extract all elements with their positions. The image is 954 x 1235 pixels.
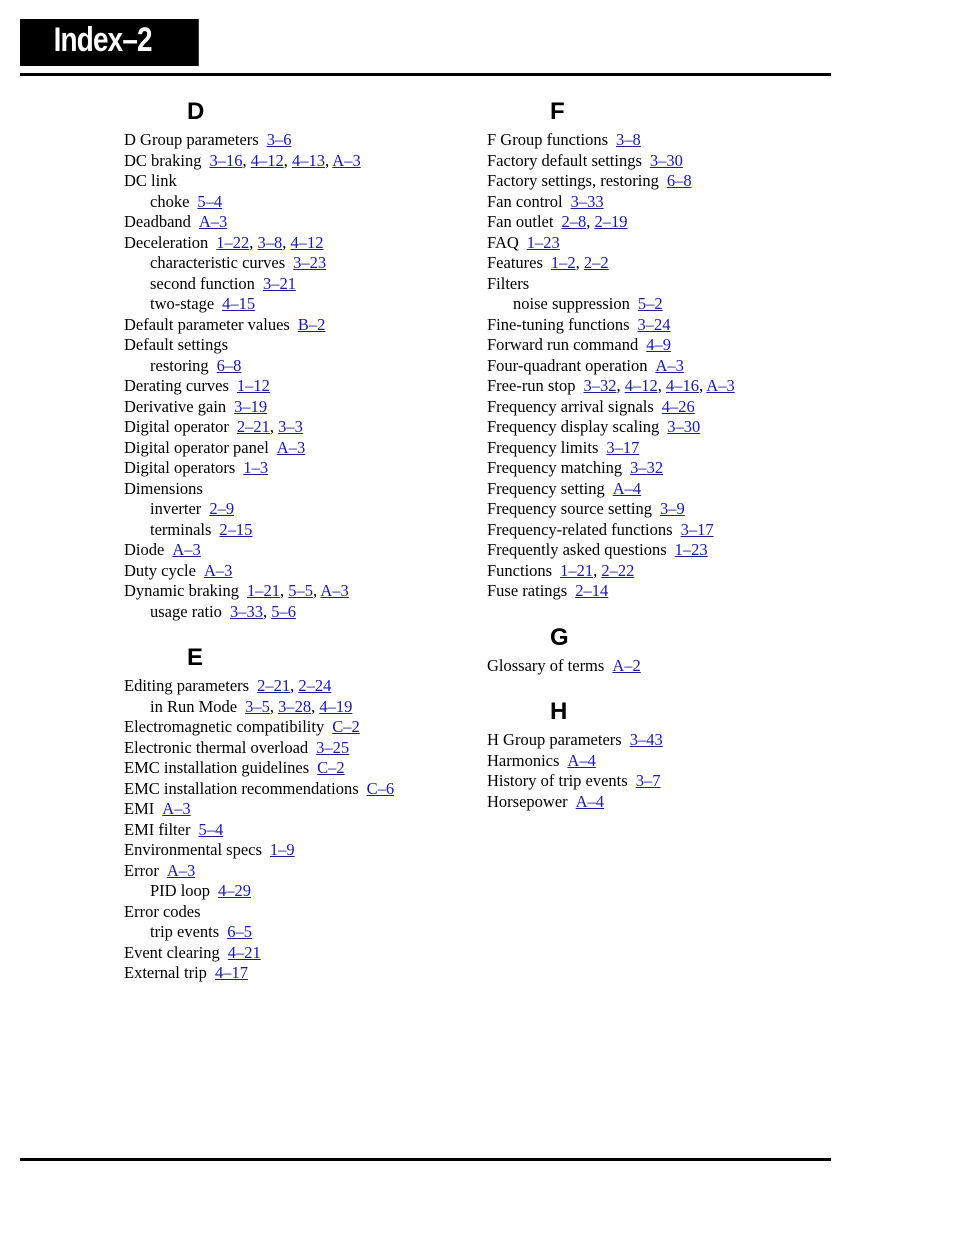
- index-term: Digital operator panel: [124, 437, 269, 457]
- page-title: Index–2: [20, 19, 199, 66]
- page-reference-link[interactable]: 3–33: [570, 191, 604, 211]
- index-entry: [487, 438, 847, 459]
- page-reference-link[interactable]: 3–30: [649, 150, 683, 170]
- index-term: Electromagnetic compatibility: [124, 717, 325, 736]
- section-letter: E: [187, 644, 204, 671]
- index-entry: [487, 356, 847, 377]
- index-entry: [487, 751, 847, 772]
- page-reference-link[interactable]: 3–32: [583, 376, 617, 395]
- index-entry: [124, 779, 484, 800]
- index-term: Filters: [487, 273, 530, 293]
- index-entry: [487, 540, 847, 561]
- page-reference-link[interactable]: 3–33: [229, 601, 263, 621]
- index-term: Duty cycle: [124, 560, 196, 580]
- index-term: Factory settings, restoring: [487, 171, 659, 190]
- index-term: Derating curves: [124, 376, 229, 395]
- page-reference-link[interactable]: 3–17: [680, 519, 714, 539]
- index-entry: [124, 376, 484, 397]
- index-entry: Free-run stop 3–32, 4–12, 4–16, A–3: [487, 376, 735, 395]
- index-entry: [487, 792, 847, 813]
- page-reference-link[interactable]: 6–5: [227, 922, 252, 941]
- index-entry: [124, 963, 484, 984]
- index-entry: [487, 192, 847, 213]
- index-term: Frequency arrival signals: [487, 396, 654, 416]
- page-reference-link[interactable]: 1–12: [236, 376, 270, 395]
- index-term: Functions: [487, 560, 553, 580]
- index-entry: [124, 561, 484, 582]
- page-reference-link[interactable]: 6–8: [216, 355, 242, 375]
- index-entry: [124, 315, 484, 336]
- page-reference-link[interactable]: 5–4: [197, 191, 223, 211]
- index-term: usage ratio: [150, 601, 222, 621]
- index-subentry: [124, 192, 484, 213]
- page-reference-link[interactable]: 1–21: [560, 560, 594, 580]
- page-reference-link[interactable]: 1–21: [247, 581, 281, 600]
- index-term: History of trip events: [487, 771, 628, 790]
- page-reference-link[interactable]: 2–8: [561, 212, 587, 231]
- page-reference-link[interactable]: 4–12: [250, 150, 284, 170]
- page-reference-link[interactable]: 2–21: [257, 676, 291, 695]
- index-entry: [124, 820, 484, 841]
- page-reference-link[interactable]: A–3: [320, 581, 349, 600]
- page-reference-link[interactable]: 1–22: [216, 232, 250, 252]
- page-reference-link[interactable]: 4–9: [646, 335, 671, 354]
- index-term: Error codes: [124, 901, 201, 921]
- index-subentry: in Run Mode 3–5, 3–28, 4–19: [150, 696, 353, 716]
- page-reference-link[interactable]: 1–9: [269, 840, 295, 859]
- index-term: in Run Mode: [150, 696, 238, 716]
- index-term: Horsepower: [487, 791, 568, 811]
- page-reference-link[interactable]: A–3: [203, 560, 233, 580]
- index-term: DC link: [124, 171, 177, 190]
- index-entry: Features 1–2, 2–2: [487, 253, 609, 272]
- page-reference-link[interactable]: 4–26: [661, 396, 695, 416]
- page-reference-link[interactable]: 3–8: [257, 232, 283, 252]
- page-reference-link[interactable]: 2–19: [594, 212, 628, 231]
- index-entry: Fan outlet 2–8, 2–19: [487, 212, 628, 231]
- index-entry: [487, 730, 847, 751]
- page-reference-link[interactable]: 2–2: [583, 253, 609, 272]
- index-term: Digital operator: [124, 417, 229, 436]
- page-reference-link[interactable]: 3–19: [234, 396, 268, 416]
- index-term: Frequency source setting: [487, 499, 652, 518]
- index-entry: [487, 397, 847, 418]
- bottom-rule: [20, 1158, 831, 1161]
- index-subentry: [124, 253, 484, 274]
- index-entry-list: [124, 676, 484, 984]
- index-subentry: [124, 499, 484, 520]
- page-reference-link[interactable]: A–3: [198, 212, 228, 231]
- page-reference-link[interactable]: 2–14: [575, 581, 609, 600]
- index-entry: [124, 717, 484, 738]
- index-term: Fine-tuning functions: [487, 314, 630, 334]
- page-reference-link[interactable]: A–3: [162, 799, 191, 818]
- index-entry: [487, 656, 847, 677]
- index-subentry: [124, 274, 484, 295]
- index-term: Forward run command: [487, 335, 639, 354]
- index-term: Editing parameters: [124, 676, 250, 695]
- index-entry: [124, 479, 484, 500]
- index-term: characteristic curves: [150, 253, 286, 272]
- page-reference-link[interactable]: 3–32: [630, 458, 664, 477]
- page-reference-link[interactable]: A–3: [276, 437, 306, 457]
- index-entry-list: [487, 130, 847, 602]
- index-term: EMI filter: [124, 819, 191, 839]
- index-term: Frequency matching: [487, 458, 623, 477]
- index-entry: [487, 499, 847, 520]
- index-entry: [487, 171, 847, 192]
- page-reference-link[interactable]: 4–19: [319, 696, 353, 716]
- index-term: Event clearing: [124, 942, 220, 962]
- page-reference-link[interactable]: A–2: [612, 655, 641, 675]
- index-term: two-stage: [150, 294, 215, 313]
- index-entry: [124, 171, 484, 192]
- index-term: External trip: [124, 963, 207, 982]
- page-reference-link[interactable]: C–2: [317, 758, 345, 777]
- index-term: Fuse ratings: [487, 581, 568, 600]
- page-reference-link[interactable]: 4–12: [290, 232, 324, 252]
- index-entry: [487, 520, 847, 541]
- index-entry: [124, 335, 484, 356]
- index-term: Frequency setting: [487, 478, 605, 498]
- index-entry: [124, 540, 484, 561]
- index-term: second function: [150, 273, 255, 293]
- index-term: Fan control: [487, 191, 563, 211]
- index-entry: [124, 840, 484, 861]
- index-term: Error: [124, 860, 159, 880]
- index-term: Harmonics: [487, 750, 560, 770]
- index-term: choke: [150, 191, 190, 211]
- page-reference-link[interactable]: 3–23: [293, 253, 327, 272]
- page-reference-link[interactable]: 3–21: [262, 273, 296, 293]
- page-reference-link[interactable]: 5–6: [271, 601, 296, 621]
- page-reference-link[interactable]: A–3: [166, 860, 196, 880]
- page-reference-link[interactable]: 3–7: [635, 771, 661, 790]
- page-reference-link[interactable]: 3–9: [659, 499, 685, 518]
- page-reference-link[interactable]: C–2: [332, 717, 360, 736]
- page-reference-link[interactable]: 4–29: [218, 881, 252, 900]
- page-reference-link[interactable]: 3–3: [278, 417, 303, 436]
- page-reference-link[interactable]: 6–8: [666, 171, 692, 190]
- index-subentry: [124, 922, 484, 943]
- page-reference-link[interactable]: 1–3: [243, 458, 269, 477]
- index-term: Frequently asked questions: [487, 540, 667, 559]
- index-entry: [487, 315, 847, 336]
- index-entry: DC braking 3–16, 4–12, 4–13, A–3: [124, 150, 361, 170]
- index-term: Features: [487, 253, 543, 272]
- index-term: Frequency display scaling: [487, 417, 660, 436]
- index-term: Electronic thermal overload: [124, 737, 309, 757]
- index-term: terminals: [150, 519, 212, 539]
- page-reference-link[interactable]: A–3: [172, 540, 201, 559]
- index-entry: [124, 458, 484, 479]
- index-term: noise suppression: [513, 294, 630, 313]
- index-subentry: usage ratio 3–33, 5–6: [150, 601, 296, 621]
- index-entry: [487, 130, 847, 151]
- index-entry-list: [487, 730, 847, 812]
- page-reference-link[interactable]: 4–12: [624, 376, 658, 395]
- page-reference-link[interactable]: A–4: [612, 478, 642, 498]
- index-subentry: [124, 294, 484, 315]
- page-reference-link[interactable]: 4–16: [665, 376, 699, 395]
- index-term: Dimensions: [124, 478, 203, 498]
- index-subentry: [124, 881, 484, 902]
- index-column-right: [487, 96, 847, 812]
- page-reference-link[interactable]: A–3: [332, 150, 361, 170]
- index-term: Factory default settings: [487, 150, 642, 170]
- index-column-left: [124, 96, 484, 984]
- page-reference-link[interactable]: A–3: [706, 376, 735, 395]
- index-entry: [124, 397, 484, 418]
- index-term: EMC installation recommendations: [124, 778, 359, 798]
- page-reference-link[interactable]: 3–43: [629, 730, 663, 749]
- index-entry-list: [487, 656, 847, 677]
- index-term: Deceleration: [124, 232, 209, 252]
- page-reference-link[interactable]: A–4: [567, 750, 596, 770]
- section-letter: H: [550, 698, 568, 725]
- page-reference-link[interactable]: 5–4: [198, 819, 224, 839]
- page-reference-link[interactable]: 3–17: [606, 437, 640, 457]
- index-term: Frequency limits: [487, 437, 599, 457]
- page-reference-link[interactable]: 3–5: [245, 696, 270, 716]
- index-entry: [124, 438, 484, 459]
- page-reference-link[interactable]: 5–5: [288, 581, 314, 600]
- index-term: Deadband: [124, 212, 191, 231]
- page-reference-link[interactable]: 3–25: [316, 737, 350, 757]
- index-term: H Group parameters: [487, 730, 622, 749]
- index-entry: [487, 479, 847, 500]
- index-entry: [124, 738, 484, 759]
- index-entry: [487, 274, 847, 295]
- index-term: Frequency-related functions: [487, 519, 673, 539]
- index-entry: Digital operator 2–21, 3–3: [124, 417, 303, 436]
- page-reference-link[interactable]: B–2: [297, 314, 326, 334]
- index-term: DC braking: [124, 150, 202, 170]
- top-rule: [20, 73, 831, 76]
- page-reference-link[interactable]: 1–2: [550, 253, 576, 272]
- page-reference-link[interactable]: 2–15: [219, 519, 253, 539]
- index-term: Free-run stop: [487, 376, 576, 395]
- page-reference-link[interactable]: 3–28: [278, 696, 312, 716]
- index-subentry: [124, 356, 484, 377]
- index-term: Default settings: [124, 335, 229, 354]
- index-term: Glossary of terms: [487, 655, 605, 675]
- page-reference-link[interactable]: 3–8: [616, 130, 641, 149]
- index-entry: [124, 130, 484, 151]
- index-term: Environmental specs: [124, 840, 262, 859]
- index-term: Diode: [124, 540, 165, 559]
- page-reference-link[interactable]: 2–21: [236, 417, 270, 436]
- index-entry: [487, 417, 847, 438]
- page-reference-link[interactable]: 4–21: [227, 942, 261, 962]
- index-subentry: [487, 294, 847, 315]
- index-entry-list: [124, 130, 484, 622]
- index-term: F Group functions: [487, 130, 608, 149]
- page-reference-link[interactable]: 3–30: [667, 417, 701, 436]
- page-reference-link[interactable]: 5–2: [637, 294, 663, 313]
- index-term: Default parameter values: [124, 314, 290, 334]
- page-reference-link[interactable]: 4–15: [222, 294, 256, 313]
- index-term: restoring: [150, 355, 209, 375]
- index-term: Derivative gain: [124, 396, 227, 416]
- index-entry: [124, 799, 484, 820]
- index-entry: [487, 581, 847, 602]
- index-term: Fan outlet: [487, 212, 554, 231]
- index-entry: [487, 233, 847, 254]
- index-term: Four-quadrant operation: [487, 355, 648, 375]
- index-term: EMC installation guidelines: [124, 758, 310, 777]
- page-reference-link[interactable]: 4–13: [291, 150, 325, 170]
- page-reference-link[interactable]: A–3: [655, 355, 684, 375]
- index-subentry: [124, 520, 484, 541]
- index-term: Dynamic braking: [124, 581, 240, 600]
- index-entry: [124, 861, 484, 882]
- page-reference-link[interactable]: 4–17: [214, 963, 248, 982]
- index-entry: Functions 1–21, 2–22: [487, 560, 635, 580]
- index-entry: [487, 458, 847, 479]
- index-entry: Dynamic braking 1–21, 5–5, A–3: [124, 581, 349, 600]
- section-letter: D: [187, 98, 205, 125]
- page-reference-link[interactable]: A–4: [575, 791, 605, 811]
- page-reference-link[interactable]: 3–6: [266, 130, 292, 149]
- index-entry: [487, 335, 847, 356]
- page-reference-link[interactable]: 1–23: [674, 540, 708, 559]
- index-entry: Deceleration 1–22, 3–8, 4–12: [124, 232, 324, 252]
- index-term: D Group parameters: [124, 130, 259, 149]
- index-entry: Editing parameters 2–21, 2–24: [124, 676, 332, 695]
- page-reference-link[interactable]: 2–9: [209, 499, 235, 518]
- index-entry: [487, 151, 847, 172]
- index-term: trip events: [150, 922, 220, 941]
- index-entry: [124, 943, 484, 964]
- page-reference-link[interactable]: 3–16: [209, 150, 243, 170]
- index-term: inverter: [150, 499, 202, 518]
- page-reference-link[interactable]: 1–23: [526, 232, 560, 252]
- index-term: Digital operators: [124, 458, 236, 477]
- index-entry: [124, 758, 484, 779]
- section-letter: F: [550, 98, 565, 125]
- page-reference-link[interactable]: 3–24: [637, 314, 671, 334]
- index-term: EMI: [124, 799, 155, 818]
- index-entry: [124, 212, 484, 233]
- index-entry: [124, 902, 484, 923]
- section-letter: G: [550, 623, 569, 651]
- index-entry: [487, 771, 847, 792]
- page-reference-link[interactable]: 2–24: [298, 676, 332, 695]
- index-term: FAQ: [487, 232, 519, 252]
- page-reference-link[interactable]: C–6: [366, 778, 395, 798]
- index-term: PID loop: [150, 881, 211, 900]
- page-reference-link[interactable]: 2–22: [601, 560, 635, 580]
